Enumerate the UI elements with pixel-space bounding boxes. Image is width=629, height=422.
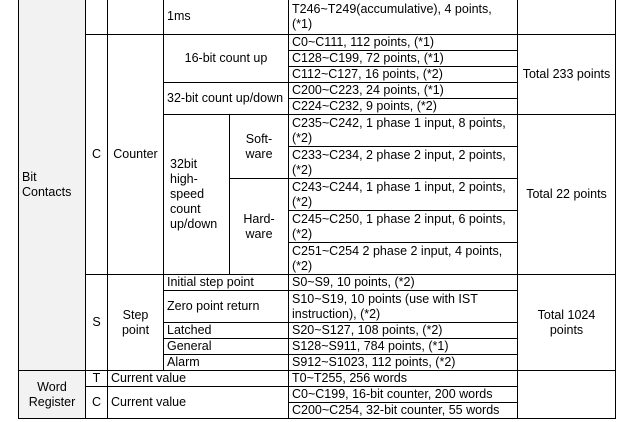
counter-item-4: C224~C232, 9 points, (*2) <box>289 99 518 115</box>
word-counter-symbol: C <box>86 387 108 419</box>
counter-total-general: Total 233 points <box>518 35 616 115</box>
word-timer-label: Current value <box>108 371 289 387</box>
counter-symbol: C <box>86 35 108 275</box>
word-timer-value: T0~T255, 256 words <box>289 371 518 387</box>
word-register-label: Word Register <box>19 371 86 419</box>
hardware-label: Hard-ware <box>230 179 289 275</box>
bit-contacts-label: Bit Contacts <box>19 0 86 371</box>
word-counter-value-0: C0~C199, 16-bit counter, 200 words <box>289 387 518 403</box>
step-type-1: Zero point return <box>164 291 289 323</box>
step-item-3: S128~S911, 784 points, (*1) <box>289 339 518 355</box>
blank-cell <box>518 371 616 419</box>
timer-1ms-value: T246~T249(accumulative), 4 points, (*1) <box>289 0 518 35</box>
counter-name: Counter <box>108 35 164 275</box>
word-timer-symbol: T <box>86 371 108 387</box>
step-item-1: S10~S19, 10 points (use with IST instruction), (*2) <box>289 291 518 323</box>
counter-item-0: C0~C111, 112 points, (*1) <box>289 35 518 51</box>
row-word-timer <box>19 371 616 387</box>
step-type-2: Latched <box>164 323 289 339</box>
word-counter-label: Current value <box>108 387 289 419</box>
step-total: Total 1024 points <box>518 275 616 371</box>
counter-total-high-speed: Total 22 points <box>518 115 616 275</box>
counter-item-5: C235~C242, 1 phase 1 input, 8 points, (*2) <box>289 115 518 147</box>
count-up-16-label: 16-bit count up <box>164 35 289 83</box>
word-counter-value-1: C200~C254, 32-bit counter, 55 words <box>289 403 518 419</box>
step-item-2: S20~S127, 108 points, (*2) <box>289 323 518 339</box>
device-spec-table <box>18 0 616 419</box>
step-type-4: Alarm <box>164 355 289 371</box>
row-counter-1 <box>19 35 616 51</box>
step-item-4: S912~S1023, 112 points, (*2) <box>289 355 518 371</box>
timer-1ms-label: 1ms <box>164 0 289 35</box>
high-speed-32-label: 32bit high-speed count up/down <box>164 115 230 275</box>
counter-item-3: C200~C223, 24 points, (*1) <box>289 83 518 99</box>
blank-cell <box>86 0 108 35</box>
blank-cell <box>518 0 616 35</box>
counter-item-8: C245~C250, 1 phase 2 input, 6 points, (*2) <box>289 211 518 243</box>
count-up-down-32-label: 32-bit count up/down <box>164 83 289 115</box>
row-timer-1ms <box>19 0 616 35</box>
step-type-3: General <box>164 339 289 355</box>
step-symbol: S <box>86 275 108 371</box>
counter-item-2: C112~C127, 16 points, (*2) <box>289 67 518 83</box>
counter-item-1: C128~C199, 72 points, (*1) <box>289 51 518 67</box>
row-step-1 <box>19 275 616 291</box>
step-type-0: Initial step point <box>164 275 289 291</box>
blank-cell <box>108 0 164 35</box>
counter-item-7: C243~C244, 1 phase 1 input, 2 points, (*2) <box>289 179 518 211</box>
counter-item-6: C233~C234, 2 phase 2 input, 2 points, (*2) <box>289 147 518 179</box>
counter-item-9: C251~C254 2 phase 2 input, 4 points, (*2) <box>289 243 518 275</box>
step-name: Step point <box>108 275 164 371</box>
software-label: Soft-ware <box>230 115 289 179</box>
step-item-0: S0~S9, 10 points, (*2) <box>289 275 518 291</box>
